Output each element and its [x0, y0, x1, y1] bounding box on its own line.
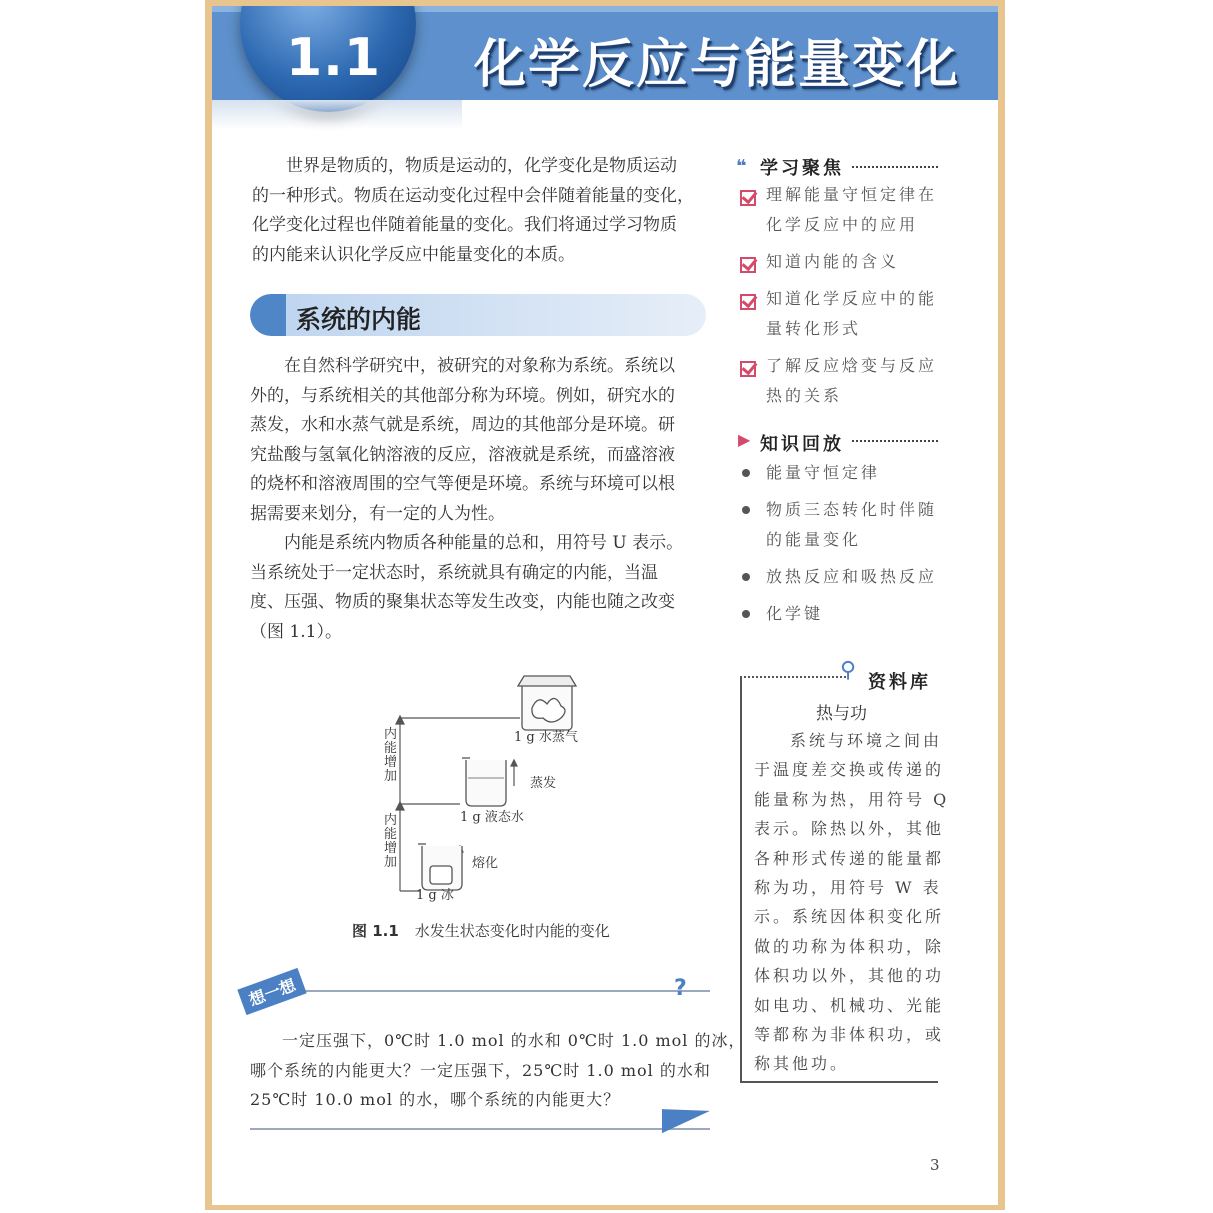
- body-line: 内能是系统内物质各种能量的总和，用符号 U 表示。: [284, 533, 684, 553]
- library-line: 各种形式传递的能量都: [754, 848, 945, 868]
- textbook-page: [212, 6, 998, 1205]
- focus-item-line: 知道内能的含义: [766, 252, 900, 271]
- bullet-icon: [742, 610, 750, 618]
- subsection-title: 系统的内能: [296, 305, 422, 334]
- review-item-line: 物质三态转化时伴随: [766, 500, 938, 519]
- think-line: 哪个系统的内能更大？一定压强下，25℃时 1.0 mol 的水和: [250, 1060, 711, 1080]
- library-line: 做的功称为体积功，除: [754, 936, 945, 956]
- figure-caption-text: 水发生状态变化时内能的变化: [414, 922, 610, 940]
- think-bottom-line: [250, 1128, 710, 1130]
- label-ice: 1 g 冰: [416, 888, 454, 903]
- bullet-icon: [742, 469, 750, 477]
- library-line: 称为功，用符号 W 表: [754, 878, 942, 898]
- beaker-liquid-icon: [462, 758, 506, 806]
- focus-dotted-rule: [852, 166, 938, 168]
- body-line: 在自然科学研究中，被研究的对象称为系统。系统以: [284, 356, 675, 376]
- intro-line: 的一种形式。物质在运动变化过程中会伴随着能量的变化，: [252, 185, 694, 206]
- body-line: 究盐酸与氢氧化钠溶液的反应，溶液就是系统，而盛溶液: [250, 444, 675, 465]
- library-line: 称其他功。: [754, 1054, 850, 1074]
- review-item: [766, 458, 880, 488]
- review-item-line: 化学键: [766, 604, 824, 623]
- library-line: 系统与环境之间由: [790, 731, 943, 750]
- beaker-vapor-icon: [518, 676, 576, 730]
- review-item: [766, 495, 937, 554]
- body-line: 度、压强、物质的聚集状态等发生改变，内能也随之改变: [250, 592, 675, 612]
- body-line: （图 1.1）。: [250, 621, 342, 642]
- library-line: 等都称为非体积功，或: [754, 1025, 945, 1045]
- review-item: [766, 599, 823, 629]
- focus-title: 学习聚焦: [760, 158, 844, 179]
- review-arrow-icon: ▶: [738, 430, 751, 449]
- library-line: 如电功、机械功、光能: [754, 995, 945, 1015]
- bullet-icon: [742, 506, 750, 514]
- library-text: [754, 726, 949, 1079]
- review-item: [766, 562, 937, 592]
- body-line: 据需要来划分，有一定的人为性。: [250, 503, 505, 524]
- library-title: 资料库: [868, 672, 931, 693]
- label-vapor: 1 g 水蒸气: [514, 730, 578, 745]
- library-line: 示。系统因体积变化所: [754, 907, 945, 927]
- body-line: 蒸发，水和水蒸气就是系统，周边的其他部分是环境。研: [250, 415, 675, 435]
- body-paragraph-2: [250, 529, 710, 647]
- library-line: 能量称为热，用符号 Q: [754, 789, 950, 809]
- review-item-line: 能量守恒定律: [766, 463, 881, 482]
- library-dotted-top: [740, 676, 846, 678]
- check-icon: [740, 294, 756, 310]
- body-line: 的烧杯和溶液周围的空气等便是环境。系统与环境可以根: [250, 474, 675, 494]
- label-melt: 熔化: [472, 856, 499, 871]
- figure-water-states: [372, 666, 632, 906]
- library-subtitle: 热与功: [816, 704, 867, 724]
- library-line: 体积功以外，其他的功: [754, 966, 945, 986]
- section-number: 1.1: [286, 28, 382, 88]
- page-title: 化学反应与能量变化: [474, 35, 961, 95]
- body-line: 外的，与系统相关的其他部分称为环境。例如，研究水的: [250, 385, 675, 406]
- label-increase-top: 内能增加: [384, 727, 398, 784]
- focus-item-line: 了解反应焓变与反应: [766, 356, 938, 375]
- review-title: 知识回放: [760, 434, 844, 455]
- focus-item-line: 化学反应中的应用: [766, 214, 919, 234]
- figure-caption-number: 图 1.1: [352, 922, 399, 940]
- bullet-icon: [742, 573, 750, 581]
- intro-line: 化学变化过程也伴随着能量的变化。我们将通过学习物质: [252, 215, 677, 235]
- focus-icon: ❝: [736, 156, 747, 177]
- check-icon: [740, 257, 756, 273]
- focus-item-line: 知道化学反应中的能: [766, 289, 938, 308]
- label-evaporate: 蒸发: [530, 776, 557, 791]
- magnifier-icon: ⚲: [840, 658, 857, 683]
- check-icon: [740, 361, 756, 377]
- intro-line: 的内能来认识化学反应中能量变化的本质。: [252, 244, 575, 265]
- library-line: 表示。除热以外，其他: [754, 819, 945, 839]
- header-shadow: [212, 100, 462, 130]
- think-top-line: [252, 990, 710, 992]
- focus-item: [766, 180, 937, 239]
- intro-line: 世界是物质的，物质是运动的，化学变化是物质运动: [286, 156, 677, 176]
- figure-caption: [352, 920, 610, 941]
- subsection-cap: [250, 294, 286, 336]
- review-item-line: 放热反应和吸热反应: [766, 567, 938, 586]
- review-item-line: 的能量变化: [766, 529, 862, 549]
- think-tag: 想一想: [237, 968, 306, 1015]
- chapter-header: [212, 6, 998, 100]
- body-paragraph-1: [250, 352, 710, 529]
- focus-item-line: 量转化形式: [766, 318, 862, 338]
- intro-paragraph: [252, 152, 712, 270]
- think-line: 一定压强下，0℃时 1.0 mol 的水和 0℃时 1.0 mol 的冰，: [282, 1031, 746, 1050]
- question-icon: ?: [674, 976, 687, 1001]
- label-liquid: 1 g 液态水: [460, 810, 524, 825]
- think-question: [250, 1026, 746, 1115]
- review-dotted-rule: [852, 440, 938, 442]
- library-line: 于温度差交换或传递的: [754, 760, 945, 780]
- label-increase-bottom: 内能增加: [384, 813, 398, 870]
- focus-item: [766, 247, 899, 277]
- focus-item-line: 理解能量守恒定律在: [766, 185, 938, 204]
- focus-item: [766, 351, 937, 410]
- think-line: 25℃时 10.0 mol 的水，哪个系统的内能更大？: [250, 1090, 621, 1109]
- check-icon: [740, 190, 756, 206]
- focus-item: [766, 284, 937, 343]
- body-line: 当系统处于一定状态时，系统就具有确定的内能，当温: [250, 562, 658, 583]
- page-number: 3: [930, 1156, 940, 1174]
- focus-item-line: 热的关系: [766, 385, 843, 405]
